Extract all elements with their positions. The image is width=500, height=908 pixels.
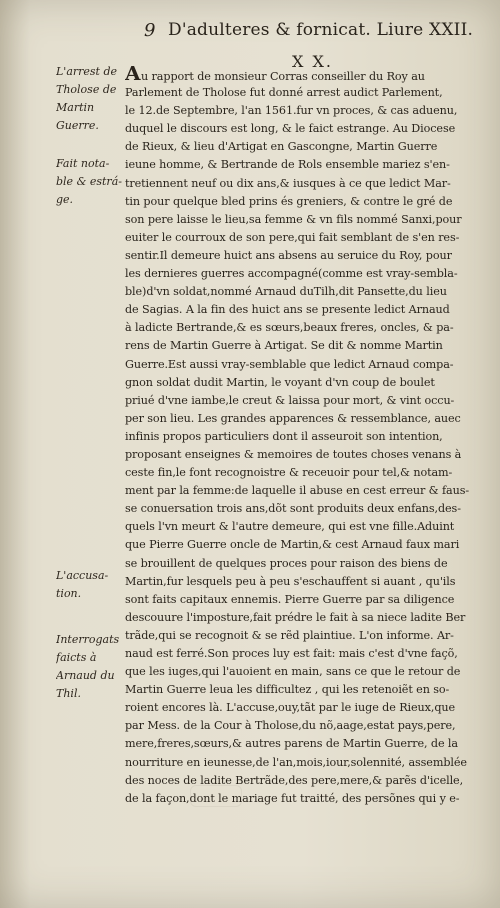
body-line: Guerre.Est aussi vray-semblable que ledict Arnaud compa- xyxy=(125,357,454,371)
margin-note-line: ble & estrá- xyxy=(56,175,122,189)
folio-number: 9 xyxy=(144,20,156,41)
margin-note-accusation xyxy=(56,568,134,604)
margin-note-line: Fait nota- xyxy=(56,157,110,170)
body-line: sentir.Il demeure huict ans absens au seruice du Roy, pour xyxy=(125,248,452,262)
body-line: euiter le courroux de son pere,qui fait semblant de s'en res- xyxy=(125,230,460,244)
body-line: de Rieux, & lieu d'Artigat en Gascongne, Martin Guerre xyxy=(125,140,438,154)
body-line: le 12.de Septembre, l'an 1561.fur vn proces, & cas aduenu, xyxy=(125,104,458,118)
page-header xyxy=(0,18,500,44)
body-line: trãde,qui se recognoit & se rẽd plaintiue. L'on informe. Ar- xyxy=(125,628,454,642)
margin-note-line: Tholose de xyxy=(56,83,117,97)
margin-note-line: L'arrest de xyxy=(56,65,118,78)
body-line: proposant enseignes & memoires de toutes choses venans à xyxy=(125,447,462,461)
body-line: de Sagias. A la fin des huict ans se presente ledict Arnaud xyxy=(125,303,450,317)
body-line: nourriture en ieunesse,de l'an,mois,iour,solennité, assemblée xyxy=(125,755,467,769)
body-line: quels l'vn meurt & l'autre demeure, qui est vne fille.Aduint xyxy=(125,520,455,534)
body-line: son pere laisse le lieu,sa femme & vn fils nommé Sanxi,pour xyxy=(125,212,462,226)
body-line: ble)d'vn soldat,nommé Arnaud duTilh,dit Pansette,du lieu xyxy=(125,285,447,299)
body-line-text: u rapport de monsieur Corras conseiller du Roy au xyxy=(141,70,425,83)
body-line: rens de Martin Guerre à Artigat. Se dit & nomme Martin xyxy=(125,339,443,353)
body-line: priué d'vne iambe,le creut & laissa pour mort, & vint occu- xyxy=(125,393,455,407)
body-line: les dernieres guerres accompagné(comme est vray-sembla- xyxy=(125,267,458,281)
body-line: mere,freres,sœurs,& autres parens de Martin Guerre, de la xyxy=(125,737,458,751)
margin-note-line: L'accusa- xyxy=(56,569,109,582)
body-line: ceste fin,le font recognoistre & receuoir pour tel,& notam- xyxy=(125,466,453,480)
section-number: X X. xyxy=(292,52,333,71)
body-line: ment par la femme:de laquelle il abuse en cest erreur & faus- xyxy=(125,484,470,498)
body-line: sont faits capitaux ennemis. Pierre Guerre par sa diligence xyxy=(125,592,455,606)
margin-note-arrest xyxy=(56,64,134,136)
body-line: de la façon,dont le mariage fut traitté, des persõnes qui y e- xyxy=(125,791,460,805)
body-line: que Pierre Guerre oncle de Martin,& cest Arnaud faux mari xyxy=(125,538,460,552)
body-line: tretiennent neuf ou dix ans,& iusques à ce que ledict Mar- xyxy=(125,176,451,190)
body-line: des noces de ladite Bertrãde,des pere,mere,& parẽs d'icelle, xyxy=(125,773,464,787)
show-through-ink-mark xyxy=(190,785,242,807)
margin-note-line: Guerre. xyxy=(56,119,99,133)
margin-note-line: Martin xyxy=(56,101,95,115)
margin-note-line: Arnaud du xyxy=(56,669,115,683)
margin-note-line: Thil. xyxy=(56,687,81,701)
body-line: se brouillent de quelques proces pour raison des biens de xyxy=(125,556,448,570)
body-line: Martin,fur lesquels peu à peu s'eschauffent si auant , qu'ils xyxy=(125,574,456,588)
body-line: infinis propos particuliers dont il asseuroit son intention, xyxy=(125,429,443,443)
body-line: ieune homme, & Bertrande de Rols ensemble mariez s'en- xyxy=(125,158,450,172)
body-text xyxy=(125,66,493,808)
body-line: se conuersation trois ans,dõt sont produits deux enfans,des- xyxy=(125,502,461,516)
drop-cap: A xyxy=(125,66,141,85)
margin-note-line: ge. xyxy=(56,193,74,207)
running-title: D'adulteres & fornicat. Liure XXII. xyxy=(168,20,474,40)
body-line: gnon soldat dudit Martin, le voyant d'vn coup de boulet xyxy=(125,375,435,389)
margin-note-line: Interrogats xyxy=(56,633,120,646)
body-line: à ladicte Bertrande,& es sœurs,beaux freres, oncles, & pa- xyxy=(125,321,454,335)
body-line: duquel le discours est long, & le faict estrange. Au Diocese xyxy=(125,122,456,136)
body-line: roient encores là. L'accuse,ouy,tãt par le iuge de Rieux,que xyxy=(125,701,456,715)
body-line: Martin Guerre leua les difficultez , qui les retenoiẽt en so- xyxy=(125,683,450,697)
body-line: par Mess. de la Cour à Tholose,du nõ,aage,estat pays,pere, xyxy=(125,719,456,733)
margin-note-line: faicts à xyxy=(56,651,97,665)
body-line: que les iuges,qui l'auoient en main, sans ce que le retour de xyxy=(125,665,461,679)
margin-note-line: tion. xyxy=(56,587,82,601)
body-line: descouure l'imposture,fait prédre le fait à sa niece ladite Ber xyxy=(125,610,466,624)
margin-note-fait xyxy=(56,156,134,210)
body-line: tin pour quelque bled prins és greniers, & contre le gré de xyxy=(125,194,453,208)
body-line xyxy=(125,66,493,84)
margin-note-interrogats xyxy=(56,632,134,704)
body-line: Parlement de Tholose fut donné arrest audict Parlement, xyxy=(125,86,443,100)
body-line: per son lieu. Les grandes apparences & ressemblance, auec xyxy=(125,411,461,425)
body-line: naud est ferré.Son proces luy est fait: mais c'est d'vne façõ, xyxy=(125,647,458,660)
